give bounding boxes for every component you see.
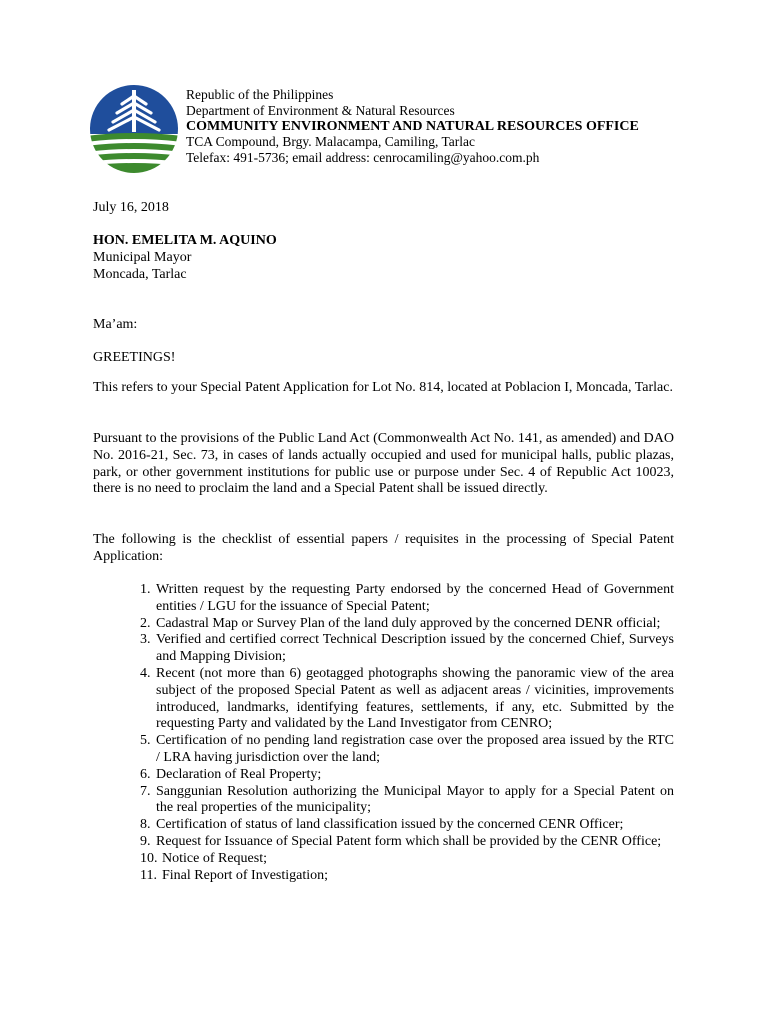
- checklist-number: 9.: [140, 833, 151, 849]
- addressee-location: Moncada, Tarlac: [93, 266, 187, 282]
- checklist-number: 8.: [140, 817, 151, 833]
- checklist-text: Verified and certified correct Technical Description issued by the concerned Chief, Surveys and Mapping Division;: [156, 632, 674, 665]
- salutation: Ma’am:: [93, 317, 138, 332]
- checklist-text: Request for Issuance of Special Patent form which shall be provided by the CENR Office;: [156, 833, 662, 849]
- checklist-item: [140, 868, 674, 885]
- republic-line: Republic of the Philippines: [186, 87, 334, 102]
- checklist-number: 2.: [140, 615, 151, 631]
- checklist-number: 11.: [140, 867, 157, 883]
- checklist-text: Cadastral Map or Survey Plan of the land duly approved by the concerned DENR official;: [156, 615, 661, 631]
- checklist-item: [140, 817, 674, 834]
- checklist-number: 6.: [140, 766, 151, 782]
- requirements-checklist: [140, 582, 674, 884]
- checklist-item: [140, 851, 674, 868]
- checklist-text: Final Report of Investigation;: [162, 867, 329, 883]
- checklist-text: Certification of no pending land registration case over the proposed area issued by the RTC / LRA having jurisdiction over the land;: [156, 733, 674, 765]
- checklist-number: 1.: [140, 582, 151, 597]
- checklist-item: [140, 666, 674, 733]
- paragraph-intro: This refers to your Special Patent Application for Lot No. 814, located at Poblacion I, Moncada, Tarlac.: [93, 380, 673, 395]
- paragraph-checklist-intro: The following is the checklist of essential papers / requisites in the processing of Special Patent Application:: [93, 532, 674, 564]
- checklist-text: Declaration of Real Property;: [156, 766, 322, 782]
- checklist-number: 4.: [140, 665, 151, 681]
- office-name: COMMUNITY ENVIRONMENT AND NATURAL RESOURCES OFFICE: [186, 118, 639, 134]
- checklist-item: [140, 767, 674, 784]
- checklist-number: 3.: [140, 632, 151, 648]
- office-contact: Telefax: 491-5736; email address: cenrocamiling@yahoo.com.ph: [186, 150, 540, 166]
- office-address: TCA Compound, Brgy. Malacampa, Camiling, Tarlac: [186, 134, 476, 150]
- checklist-text: Recent (not more than 6) geotagged photographs showing the panoramic view of the area subject of the proposed Special Patent as well as adjacent areas / vicinities, improvements introduced, landmarks, identifying features, settlements, if any, etc. Submitted by the requesting Party and validated by the Land Investigator from CENRO;: [156, 665, 674, 732]
- greeting: GREETINGS!: [93, 350, 176, 365]
- checklist-number: 7.: [140, 783, 151, 799]
- checklist-item: [140, 834, 674, 851]
- checklist-item: [140, 582, 674, 616]
- paragraph-legal-basis: Pursuant to the provisions of the Public Land Act (Commonwealth Act No. 141, as amended) and DAO No. 2016-21, Sec. 73, in cases of lands actually occupied and used for municipal halls, public plazas, park, or other government institutions for public use or purpose under Sec. 4 of Republic Act 10023, there is no need to proclaim the land and a Special Patent shall be issued directly.: [93, 431, 674, 497]
- addressee-position: Municipal Mayor: [93, 249, 192, 265]
- department-line: Department of Environment & Natural Resources: [186, 102, 455, 118]
- denr-logo-icon: [86, 84, 182, 174]
- checklist-item: [140, 632, 674, 666]
- checklist-item: [140, 616, 674, 633]
- checklist-text: Certification of status of land classification issued by the concerned CENR Officer;: [156, 817, 624, 833]
- letter-date: July 16, 2018: [93, 200, 169, 215]
- addressee-name: HON. EMELITA M. AQUINO: [93, 233, 277, 248]
- checklist-text: Sanggunian Resolution authorizing the Municipal Mayor to apply for a Special Patent on the real properties of the municipality;: [156, 783, 674, 816]
- checklist-number: 5.: [140, 733, 151, 749]
- checklist-text: Notice of Request;: [162, 850, 267, 866]
- checklist-item: [140, 784, 674, 818]
- checklist-number: 10.: [140, 850, 158, 866]
- addressee-block: [93, 233, 674, 283]
- checklist-item: [140, 733, 674, 767]
- letterhead: [186, 87, 639, 166]
- checklist-text: Written request by the requesting Party endorsed by the concerned Head of Government entities / LGU for the issuance of Special Patent;: [156, 582, 674, 614]
